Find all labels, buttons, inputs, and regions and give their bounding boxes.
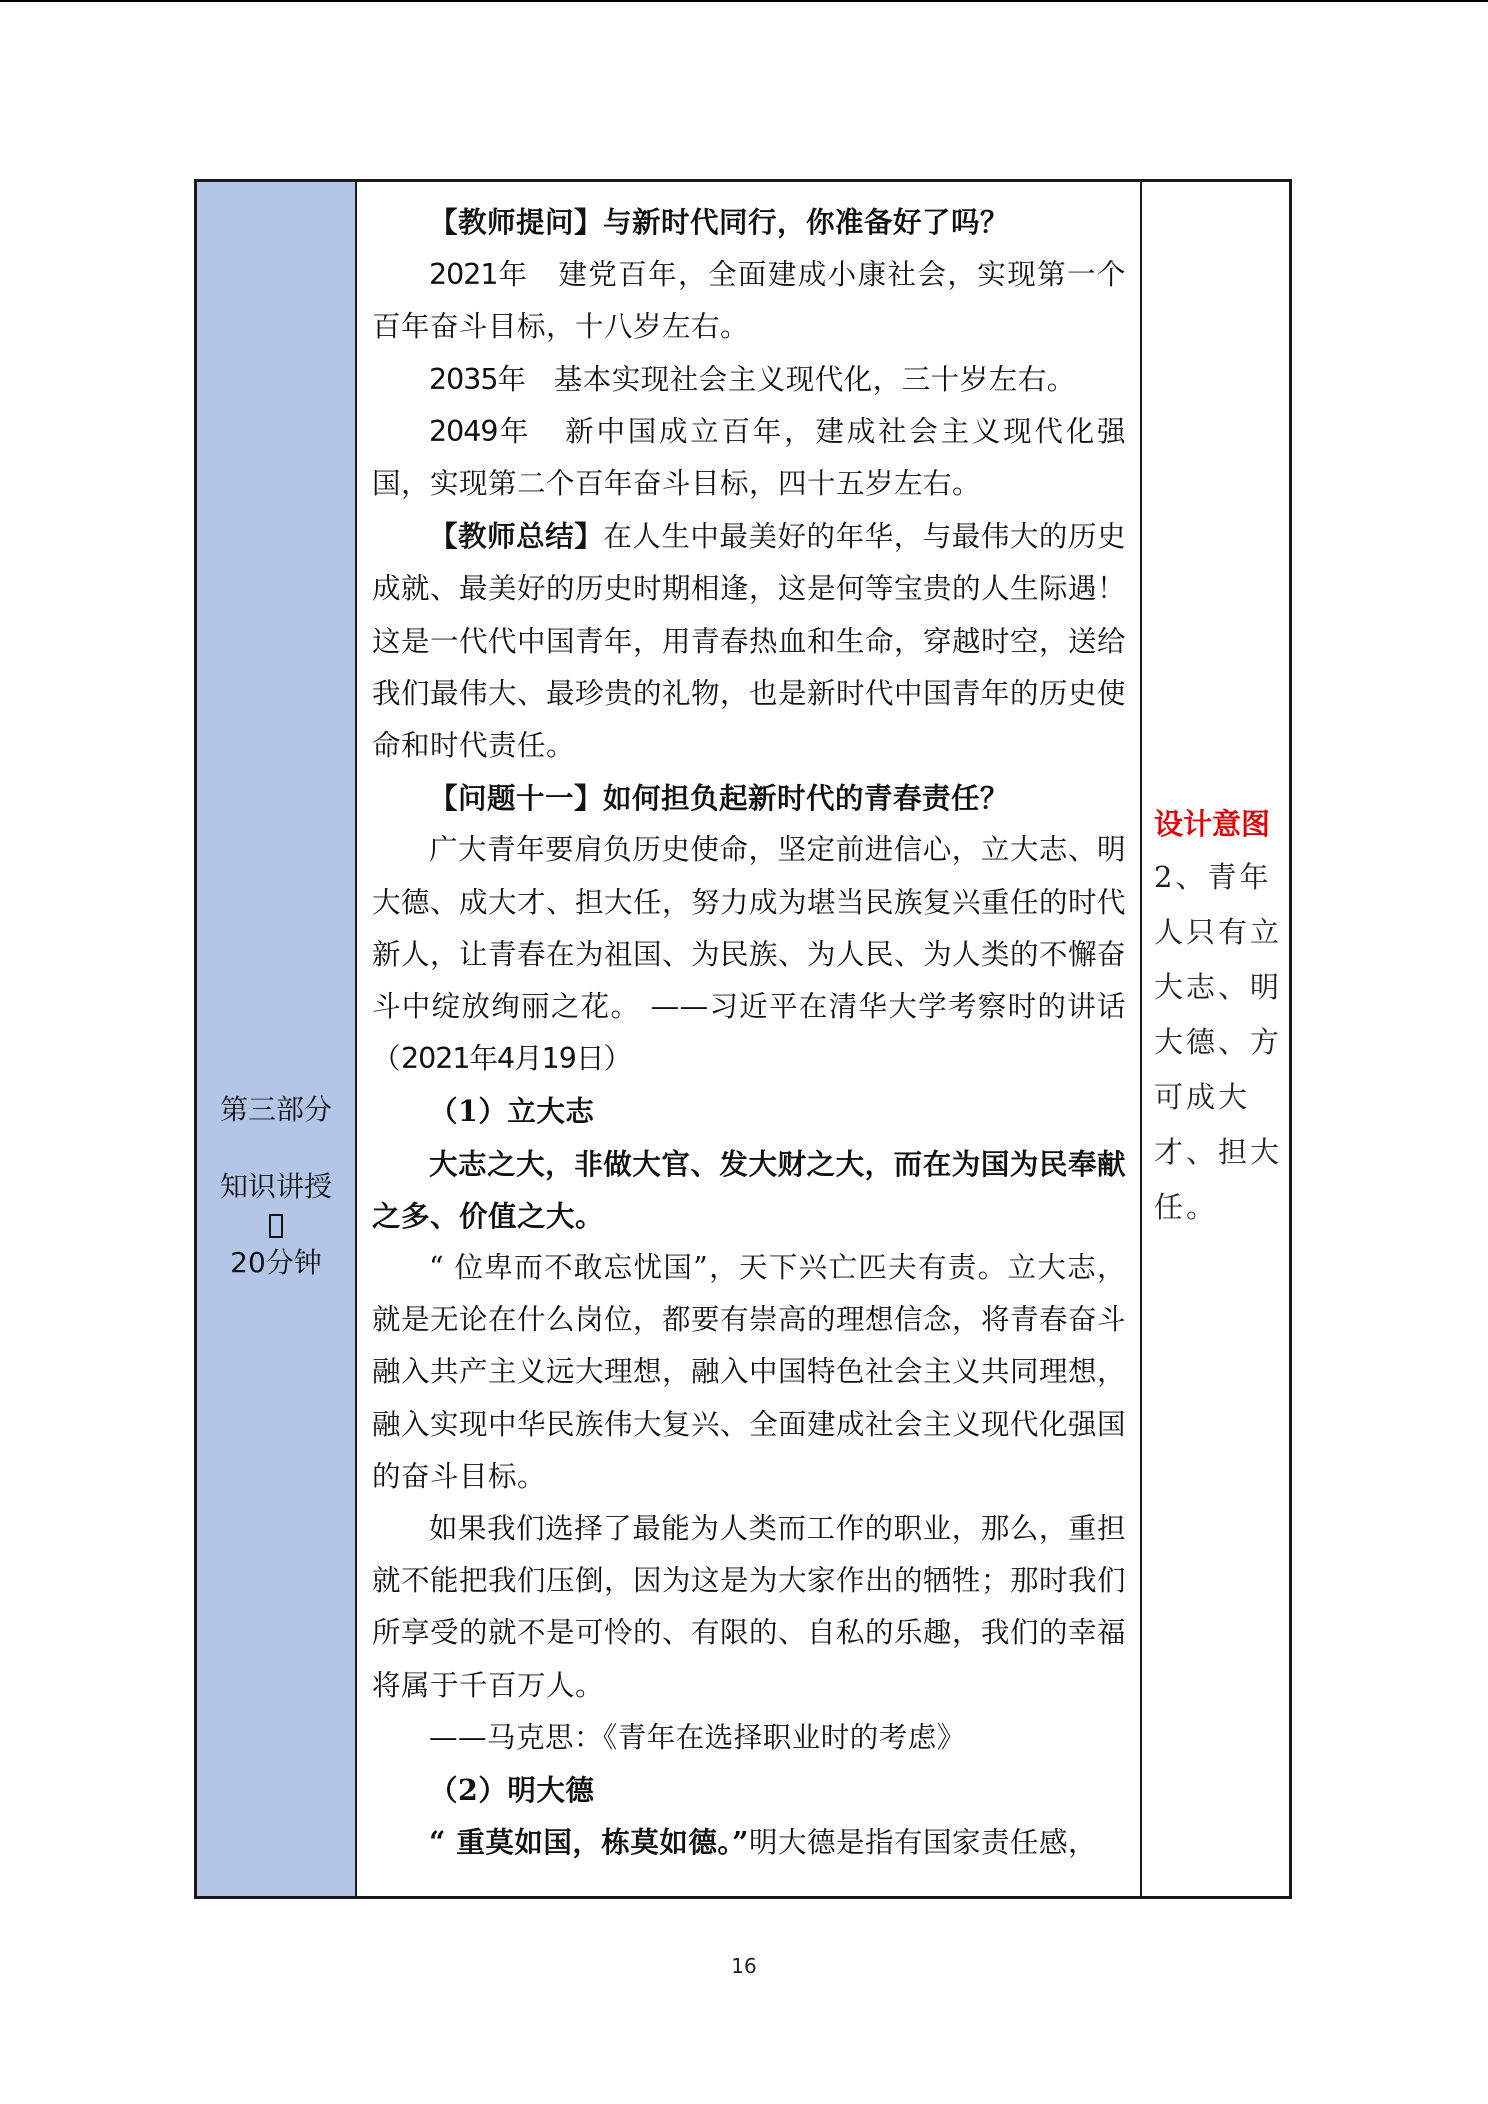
- virtue-paragraph: [372, 1816, 1126, 1869]
- xi-quote-end: ）: [603, 1042, 633, 1076]
- section-duration: 20分钟: [230, 1246, 322, 1279]
- design-intent-text: 2、青年人只有立大志、明大德、方可成大才、担大任。: [1154, 860, 1283, 1224]
- milestone-text: 建党百年，全面建成小康社会，实现第一个百年奋斗目标，十八岁左右。: [372, 258, 1126, 344]
- ambition-bold-statement: 大志之大，非做大官、发大财之大，而在为国为民奉献之多、价值之大。: [372, 1146, 1126, 1233]
- section-title: 第三部分: [219, 1093, 332, 1126]
- ambition-paragraph: “ 位卑而不敢忘忧国”，天下兴亡匹夫有责。立大志，就是无论在什么岗位，都要有崇高的理想信念，将青春奋斗融入共产主义远大理想，融入中国特色社会主义共同理想，融入实现中华民族伟大复兴、全面建成社会主义现代化强国的奋斗目标。: [372, 1251, 1127, 1493]
- virtue-quote: “ 重莫如国，栋莫如德。”: [429, 1825, 749, 1860]
- lesson-plan-table: [194, 179, 1292, 1899]
- top-border-line: [0, 0, 1488, 2]
- question-eleven-heading: 【问题十一】如何担负起新时代的青春责任？: [429, 781, 1010, 816]
- milestone-year: 2021年: [429, 258, 527, 292]
- section-subtitle: 知识讲授: [219, 1170, 332, 1203]
- milestone-text: 基本实现社会主义现代化，三十岁左右。: [553, 362, 1076, 396]
- teacher-summary-label: 【教师总结】: [429, 519, 604, 554]
- teacher-question-paragraph: [372, 196, 1126, 249]
- section-separator: [197, 1206, 355, 1244]
- milestone-year: 2049年: [429, 414, 530, 448]
- page-number: 16: [731, 1954, 757, 1978]
- virtue-text: 明大德是指有国家责任感，: [748, 1826, 1097, 1860]
- xi-quote-date: 2021年4月19日: [401, 1042, 604, 1076]
- teacher-summary-paragraph: [372, 510, 1126, 772]
- subheading-ambition: （1）立大志: [429, 1094, 595, 1129]
- marx-quote-paragraph: 如果我们选择了最能为人类而工作的职业，那么，重担就不能把我们压倒，因为这是为大家作出的牺牲；那时我们所享受的就不是可怜的、有限的、自私的乐趣，我们的幸福将属于千百万人。: [372, 1512, 1127, 1702]
- milestone-year: 2035年: [429, 362, 526, 396]
- milestone-2035: [372, 354, 1126, 406]
- design-intent-column: [1142, 182, 1289, 1896]
- xi-quote-paragraph: [372, 824, 1126, 1085]
- section-label-column: [197, 182, 357, 1896]
- teacher-question-text: 与新时代同行，你准备好了吗？: [603, 205, 1010, 239]
- marx-quote-source: ——马克思：《青年在选择职业时的考虑》: [429, 1720, 966, 1754]
- milestone-2021: [372, 249, 1126, 353]
- content-column: [357, 182, 1142, 1896]
- teacher-question-label: 【教师提问】: [429, 205, 604, 239]
- xi-quote-text: 广大青年要肩负历史使命，坚定前进信心，立大志、明大德、成大才、担大任，努力成为堪当民族复兴重任的时代新人，让青春在为祖国、为民族、为人民、为人类的不懈奋斗中绽放绚丽之花。 ——习近平在清华大学考察时的讲话（: [372, 833, 1127, 1076]
- design-intent-title: 设计意图: [1154, 807, 1271, 841]
- subheading-virtue: （2）明大德: [429, 1773, 595, 1808]
- milestone-2049: [372, 406, 1126, 510]
- teacher-summary-text: 在人生中最美好的年华，与最伟大的历史成就、最美好的历史时期相逢，这是何等宝贵的人生际遇！这是一代代中国青年，用青春热血和生命，穿越时空，送给我们最伟大、最珍贵的礼物，也是新时代中国青年的历史使命和时代责任。: [372, 520, 1127, 763]
- milestone-text: 新中国成立百年，建成社会主义现代化强国，实现第二个百年奋斗目标，四十五岁左右。: [372, 414, 1126, 501]
